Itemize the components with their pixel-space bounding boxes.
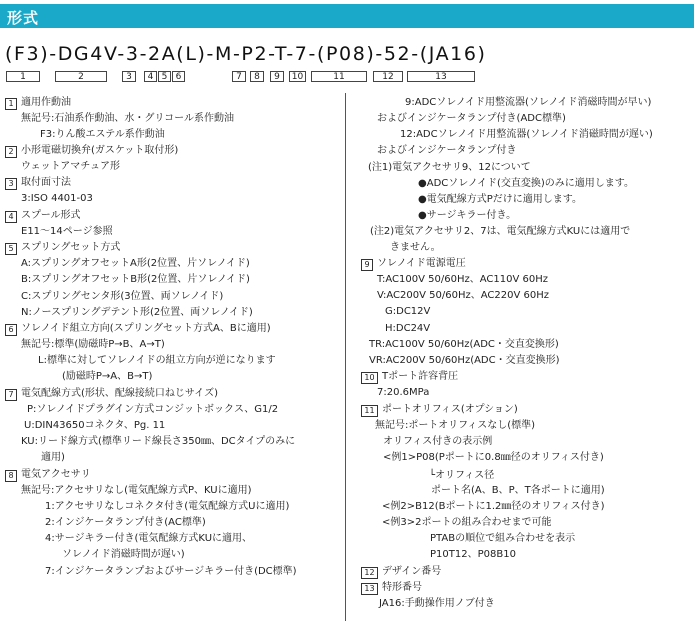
item-heading: 小形電磁切換弁(ガスケット取付形) [21,145,179,156]
left-line [5,210,81,223]
right-line [430,549,516,561]
item-number-box: 1 [5,98,17,110]
right-line [429,470,494,482]
item-number-box: 5 [5,243,17,255]
item-text: ソレノイド消磁時間が遅い) [62,549,185,560]
right-line [375,420,535,432]
item-heading: ソレノイド電源電圧 [377,258,466,269]
item-text: およびインジケータランプ付き(ADC標準) [377,113,566,124]
item-text: L:標準に対してソレノイドの組立方向が逆になります [38,355,276,366]
right-line [377,387,429,399]
item-text: 無記号:アクセサリなし(電気配線方式P、KUに適用) [21,485,252,496]
left-line [62,371,152,383]
right-line [385,306,430,318]
item-text: P10T12、P08B10 [430,549,516,560]
right-line [361,371,458,384]
item-number-box: 7 [5,389,17,401]
right-line [377,274,548,286]
left-line [45,517,206,529]
item-text: U:DIN43650コネクタ、Pg. 11 [24,420,166,431]
number-box-11: 11 [311,71,367,82]
item-text: ●サージキラー付き。 [418,210,517,221]
right-line [361,258,466,271]
item-text: KU:リード線方式(標準リード線長さ350㎜、DCタイプのみに [21,436,296,447]
item-number-box: 3 [5,178,17,190]
number-box-10: 10 [289,71,306,82]
item-text: 9:ADCソレノイド用整流器(ソレノイド消磁時間が早い) [405,97,652,108]
number-box-6: 6 [172,71,185,82]
item-text: <例2>B12(Bポートに1.2㎜径のオリフィス付き) [382,501,605,512]
left-line [21,485,252,497]
item-text: V:AC200V 50/60Hz、AC220V 60Hz [377,290,549,301]
item-text: 適用) [41,452,65,463]
left-line [5,388,218,401]
left-line [5,97,71,110]
right-line [382,517,551,529]
number-box-5: 5 [158,71,171,82]
number-box-3: 3 [122,71,136,82]
item-heading: ソレノイド組立方向(スプリングセット方式A、Bに適用) [21,323,271,334]
right-line [430,533,575,545]
item-heading: 適用作動油 [21,97,71,108]
item-number-box: 9 [361,259,373,271]
left-line [40,129,165,141]
item-heading: 取付面寸法 [21,177,71,188]
left-line [5,242,120,255]
item-text: JA16:手動操作用ノブ付き [379,598,495,609]
right-line [377,113,566,125]
item-text: ポート名(A、B、P、T各ポートに適用) [431,485,605,496]
left-line [62,549,185,561]
right-line [383,436,492,448]
right-line [369,355,560,367]
item-number-box: 13 [361,583,378,595]
item-heading: スプリングセット方式 [21,242,121,253]
left-line [21,113,234,125]
item-number-box: 4 [5,211,17,223]
item-text: C:スプリングセンタ形(3位置、両ソレノイド) [21,291,224,302]
right-line [379,598,495,610]
right-line [361,582,422,595]
number-box-8: 8 [250,71,264,82]
item-text: F3:りん酸エステル系作動油 [40,129,165,140]
right-line [382,501,604,513]
item-heading: ポートオリフィス(オプション) [382,404,518,415]
item-heading: 特形番号 [382,582,422,593]
left-line [21,274,250,286]
right-line [405,97,651,109]
right-line [377,290,549,302]
left-line [38,355,276,367]
right-line [368,162,531,174]
item-heading: Tポート許容背圧 [382,371,459,382]
right-line [370,226,630,238]
item-text: 1:アクセサリなしコネクタ付き(電気配線方式Uに適用) [45,501,290,512]
right-line [431,485,605,497]
item-text: B:スプリングオフセットB形(2位置、片ソレノイド) [21,274,250,285]
left-line [41,452,65,464]
item-text: 3:ISO 4401-03 [21,193,93,204]
item-text: G:DC12V [385,306,431,317]
number-box-1: 1 [6,71,40,82]
item-number-box: 10 [361,372,378,384]
item-text: (励磁時P→A、B→T) [62,371,153,382]
left-line [21,339,165,351]
item-heading: 電気アクセサリ [21,469,91,480]
left-line [24,420,165,432]
item-text: 無記号:標準(励磁時P→B、A→T) [21,339,165,350]
item-text: ●電気配線方式Pだけに適用します。 [418,194,582,205]
number-box-12: 12 [373,71,403,82]
number-box-4: 4 [144,71,157,82]
left-line [27,404,278,416]
right-line [385,323,430,335]
item-text: ウェットアマチュア形 [21,161,120,172]
item-text: VR:AC200V 50/60Hz(ADC・交直変換形) [369,355,560,366]
right-line [390,242,441,254]
right-line [418,194,582,206]
item-text: 7:20.6MPa [377,387,430,398]
item-heading: スプール形式 [21,210,81,221]
left-line [5,145,178,158]
column-divider [345,93,346,621]
left-line [45,533,252,545]
left-line [21,258,250,270]
right-line [400,129,653,141]
section-title: 形式 [7,9,40,27]
item-number-box: 8 [5,470,17,482]
item-text: およびインジケータランプ付き [377,145,517,156]
item-text: きません。 [390,242,441,253]
item-heading: デザイン番号 [382,566,442,577]
item-number-box: 12 [361,567,378,579]
right-line [377,145,517,157]
left-line [5,469,91,482]
item-text: 無記号:石油系作動油、水・グリコール系作動油 [21,113,234,124]
item-text: (注2)電気アクセサリ2、7は、電気配線方式KUには適用で [370,226,631,237]
number-box-9: 9 [270,71,284,82]
left-line [21,291,223,303]
left-line [5,323,271,336]
item-text: └オリフィス径 [429,470,495,481]
item-number-box: 11 [361,405,378,417]
model-code: (F3)-DG4V-3-2A(L)-M-P2-T-7-(P08)-52-(JA16) [5,43,487,65]
item-number-box: 6 [5,324,17,336]
left-line [21,226,113,238]
number-box-13: 13 [407,71,475,82]
right-line [418,178,634,190]
item-text: A:スプリングオフセットA形(2位置、片ソレノイド) [21,258,250,269]
number-box-7: 7 [232,71,246,82]
item-text: H:DC24V [385,323,431,334]
right-line [369,339,559,351]
item-text: オリフィス付きの表示例 [383,436,493,447]
item-number-box: 2 [5,146,17,158]
item-text: ●ADCソレノイド(交直変換)のみに適用します。 [418,178,634,189]
item-text: 2:インジケータランプ付き(AC標準) [45,517,206,528]
item-text: 12:ADCソレノイド用整流器(ソレノイド消磁時間が遅い) [400,129,653,140]
item-text: N:ノースプリングデテント形(2位置、両ソレノイド) [21,307,253,318]
left-line [21,307,253,319]
item-text: T:AC100V 50/60Hz、AC110V 60Hz [377,274,548,285]
left-line [45,501,289,513]
right-line [361,566,441,579]
left-line [21,161,120,173]
item-text: E11～14ページ参照 [21,226,113,237]
item-text: <例3>2ポートの組み合わせまで可能 [382,517,552,528]
item-heading: 電気配線方式(形状、配線接続口ねじサイズ) [21,388,219,399]
item-text: 7:インジケータランプおよびサージキラー付き(DC標準) [45,566,297,577]
item-text: P:ソレノイドプラグイン方式コンジットボックス、G1/2 [27,404,279,415]
left-line [21,436,295,448]
left-line [5,177,71,190]
right-line [383,452,604,464]
item-text: 4:サージキラー付き(電気配線方式KUに適用、 [45,533,253,544]
item-text: 無記号:ポートオリフィスなし(標準) [375,420,536,431]
left-line [45,566,297,578]
left-line [21,193,93,205]
item-text: PTABの順位で組み合わせを表示 [430,533,576,544]
section-header [0,4,694,28]
item-text: TR:AC100V 50/60Hz(ADC・交直変換形) [369,339,559,350]
right-line [361,404,518,417]
item-text: (注1)電気アクセサリ9、12について [368,162,531,173]
number-box-2: 2 [55,71,107,82]
right-line [418,210,516,222]
item-text: <例1>P08(Pポートに0.8㎜径のオリフィス付き) [383,452,604,463]
